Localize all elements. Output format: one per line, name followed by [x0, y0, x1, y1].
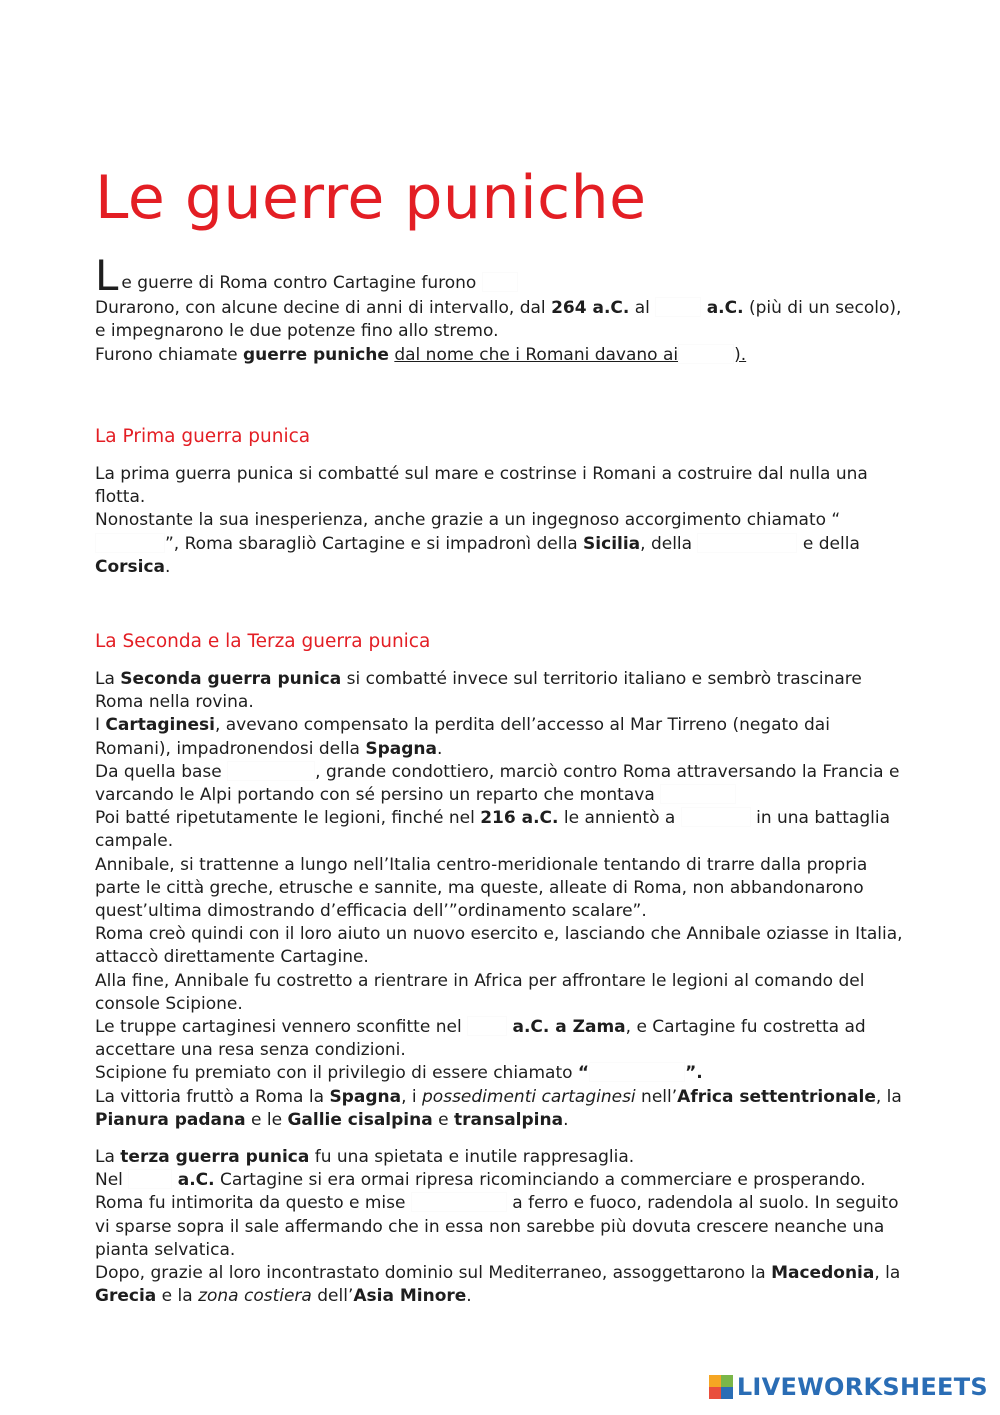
prima-paragraph: La prima guerra punica si combatté sul mare e costrinse i Romani a costruire dal nulla una flotta. Nonostante la sua inesperienza, anche grazie a un ingegnoso accorgimento chiamato “”, Roma sbaragliò Cartagine e si impadronì della Sicilia, della e della Corsica. [95, 464, 868, 577]
section-heading-prima: La Prima guerra punica [95, 426, 311, 447]
section-seconda [95, 668, 910, 1132]
section-prima [95, 463, 910, 579]
blank-input-2[interactable] [655, 297, 701, 317]
blank-input-9[interactable] [467, 1016, 507, 1036]
blank-input-11[interactable] [128, 1169, 172, 1189]
intro-section [95, 251, 910, 367]
liveworksheets-logo-icon [709, 1375, 733, 1399]
intro-paragraph: Durarono, con alcune decine di anni di intervallo, dal 264 a.C. al a.C. (più di un secolo), e impegnarono le due potenze fino allo stremo. Furono chiamate guerre puniche dal nome che i Romani davano ai ). [95, 298, 902, 365]
section-heading-seconda: La Seconda e la Terza guerra punica [95, 631, 431, 652]
intro-line-1: Le guerre di Roma contro Cartagine furono [95, 258, 910, 295]
blank-input-6[interactable] [227, 761, 315, 781]
blank-input-4[interactable] [95, 533, 165, 553]
blank-input-7[interactable] [660, 784, 736, 804]
blank-input-1[interactable] [482, 272, 518, 292]
blank-input-12[interactable] [411, 1192, 507, 1212]
terza-paragraph: La terza guerra punica fu una spietata e inutile rappresaglia. Nel a.C. Cartagine si era ormai ripresa ricominciando a commerciare e prosperando. Roma fu intimorita da questo e mise a ferro e fuoco, radendola al suolo. In seguito vi sparse sopra il sale affermando che in essa non sarebbe più dovuta crescere neanche una pianta selvatica. Dopo, grazie al loro incontrastato dominio sul Mediterraneo, assoggettarono la Macedonia, la Grecia e la zona costiera dell’Asia Minore. [95, 1147, 901, 1307]
section-terza [95, 1146, 910, 1308]
page-title: Le guerre puniche [95, 163, 647, 233]
blank-input-5[interactable] [697, 533, 797, 553]
blank-input-3[interactable] [678, 344, 734, 364]
blank-input-8[interactable] [681, 807, 751, 827]
seconda-paragraph: La Seconda guerra punica si combatté invece sul territorio italiano e sembrò trascinare Roma nella rovina. I Cartaginesi, avevano compensato la perdita dell’accesso al Mar Tirreno (negato dai Romani), impadronendosi della Spagna. Da quella base , grande condottiero, marciò contro Roma attraversando la Francia e varcando le Alpi portando con sé persino un reparto che montava Poi batté ripetutamente le legioni, finché nel 216 a.C. le annientò a in una battaglia campale. Annibale, si trattenne a lungo nell’Italia centro-meridionale tentando di trarre dalla propria parte le città greche, etrusche e sannite, ma queste, alleate di Roma, non abbandonarono quest’ultima dimostrando d’efficacia dell’”ordinamento scalare”. Roma creò quindi con il loro aiuto un nuovo esercito e, lasciando che Annibale oziasse in Italia, attaccò direttamente Cartagine. Alla fine, Annibale fu costretto a rientrare in Africa per affrontare le legioni al comando del console Scipione. Le truppe cartaginesi vennero sconfitte nel a.C. a Zama, e Cartagine fu costretta ad accettare una resa senza condizioni. Scipione fu premiato con il privilegio di essere chiamato “ ”. La vittoria fruttò a Roma la Spagna, i possedimenti cartaginesi nell’Africa settentrionale, la Pianura padana e le Gallie cisalpina e transalpina. [95, 669, 903, 1130]
blank-input-10[interactable] [589, 1062, 685, 1082]
logo-text: LIVEWORKSHEETS [736, 1373, 988, 1401]
liveworksheets-logo [709, 1373, 988, 1401]
drop-cap: L [95, 251, 119, 300]
